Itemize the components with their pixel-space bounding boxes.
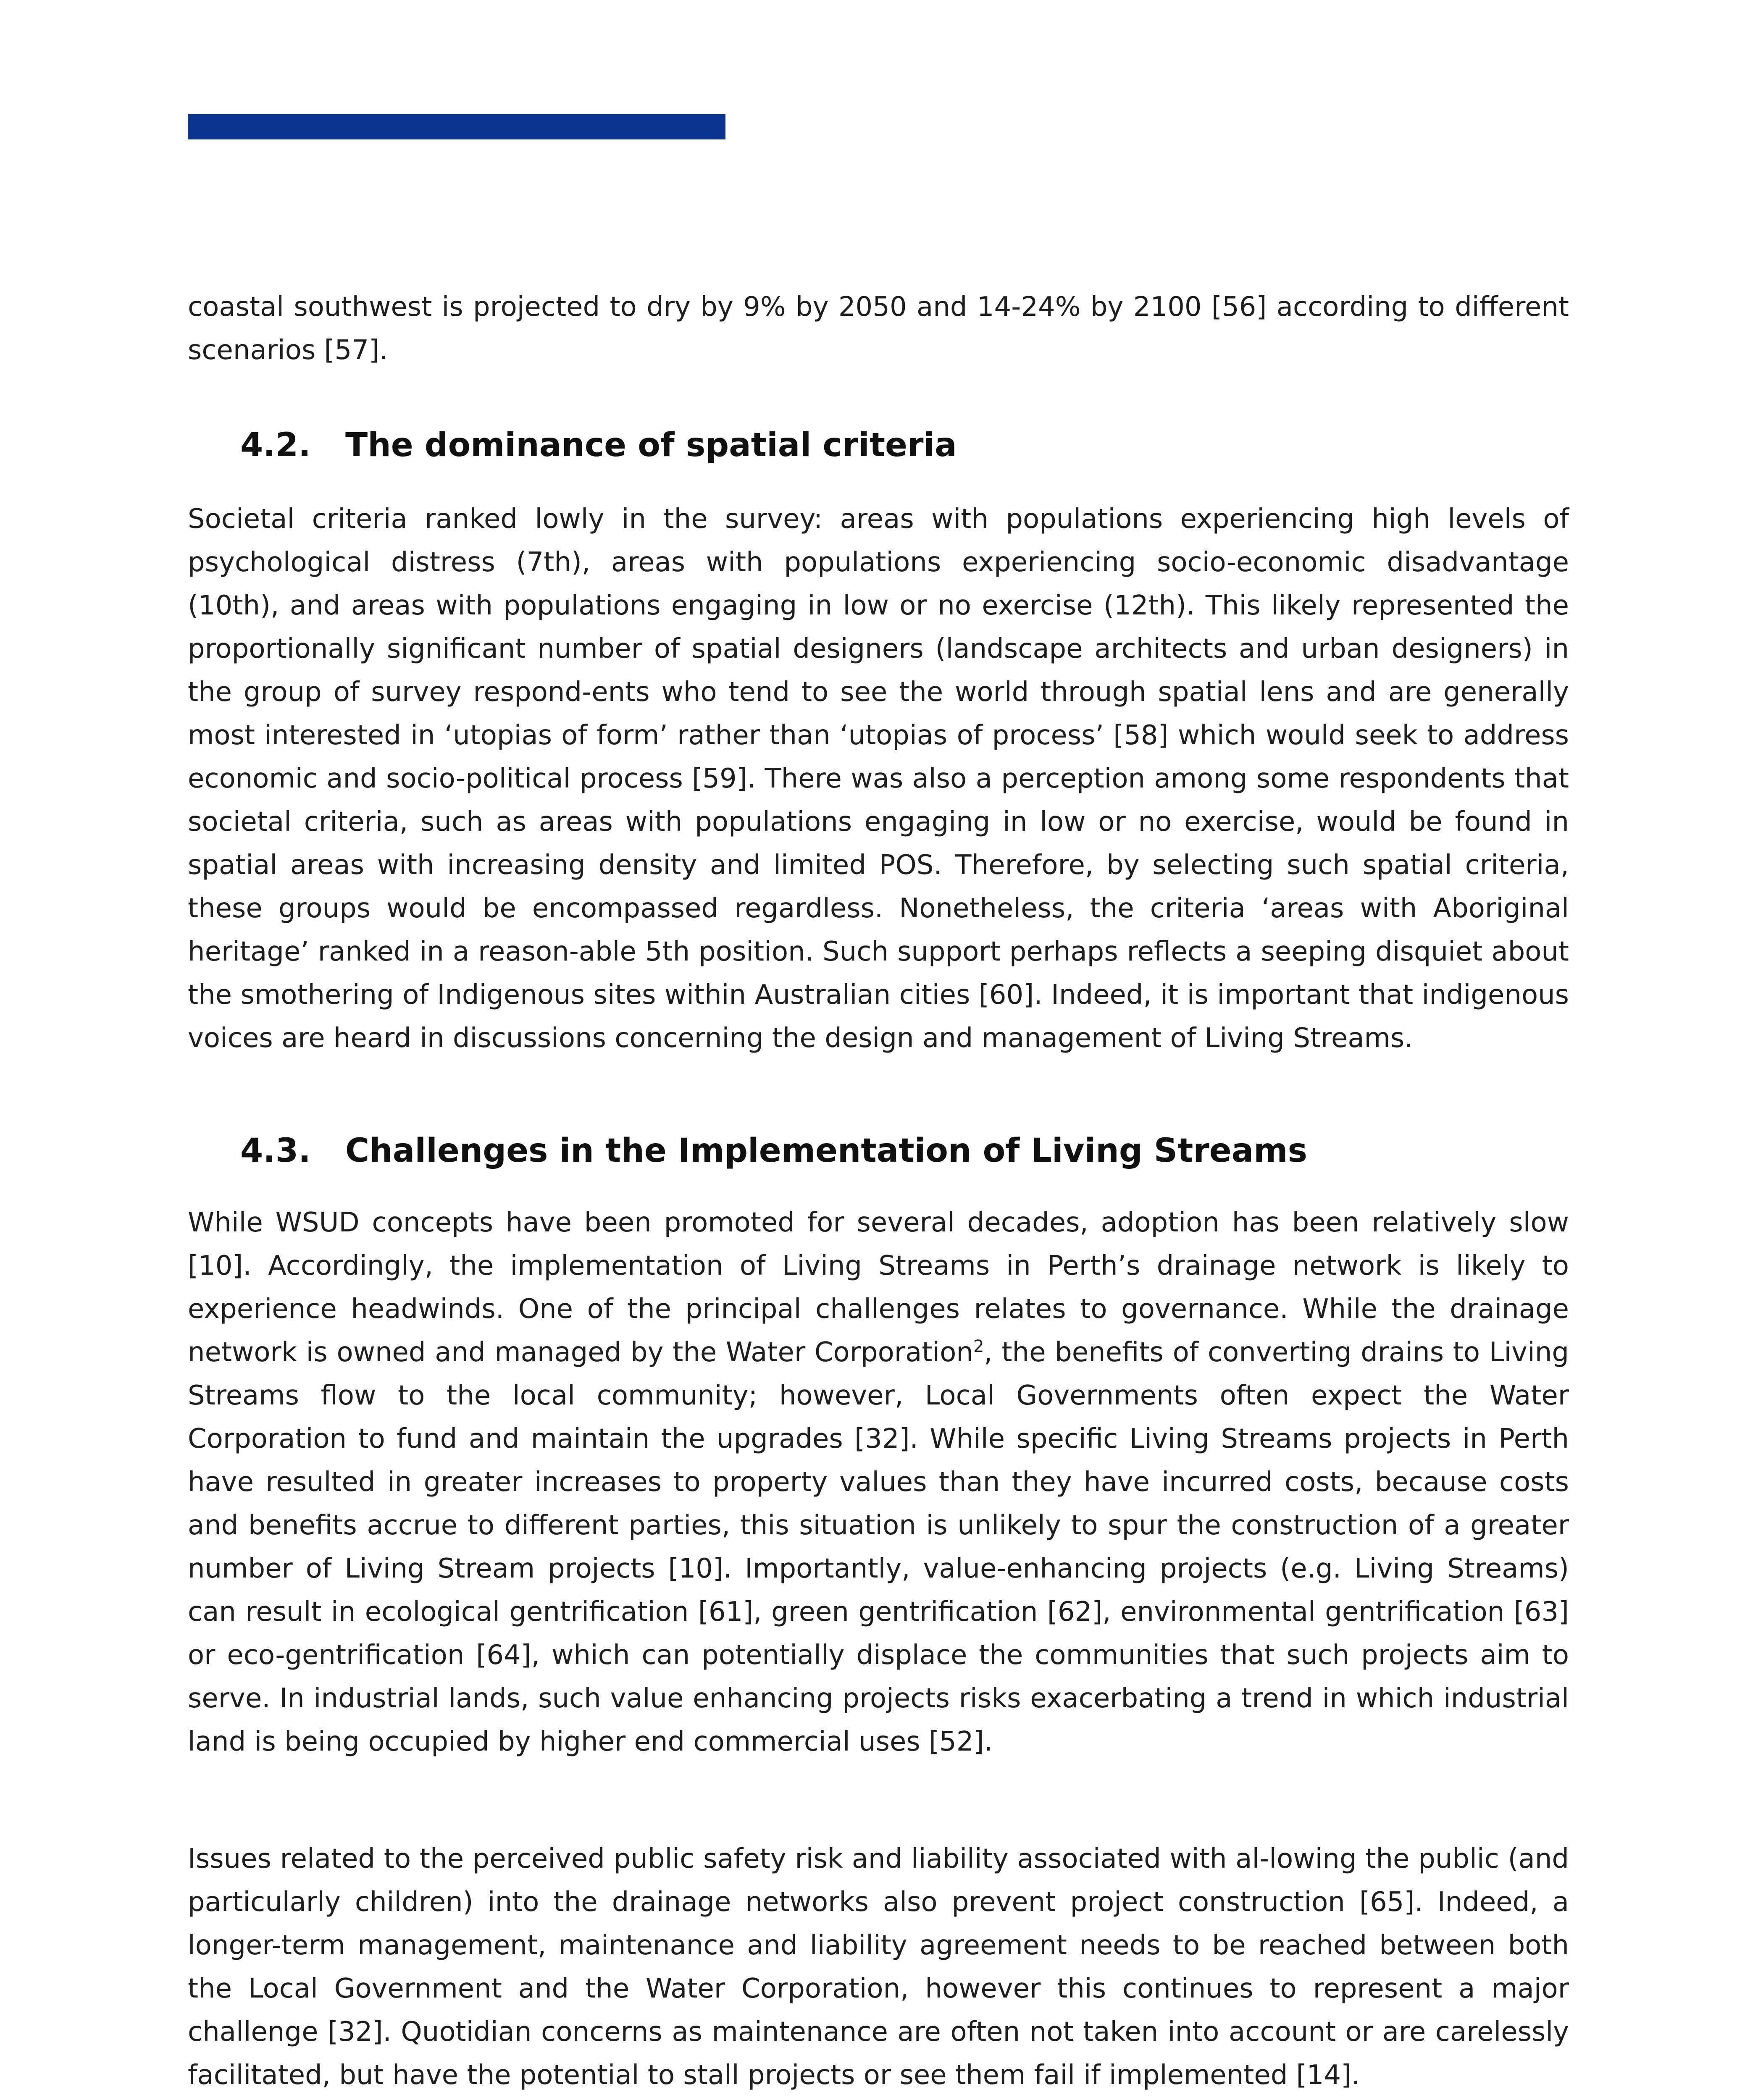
footnote-reference[interactable]: 2 bbox=[973, 1337, 984, 1356]
section-title: The dominance of spatial criteria bbox=[345, 426, 957, 464]
paragraph-societal-criteria: Societal criteria ranked lowly in the survey: areas with populations experiencing high levels of psychological distress (7th), areas with populations experiencing socio-economic disadvantage (10th), and areas with populations engaging in low or no exercise (12th). This likely represented the proportionally significant number of spatial designers (landscape architects and urban designers) in the group of survey respond-ents who tend to see the world through spatial lens and are generally most interested in ‘utopias of form’ rather than ‘utopias of process’ [58] which would seek to address economic and socio-political process [59]. There was also a perception among some respondents that societal criteria, such as areas with populations engaging in low or no exercise, would be found in spatial areas with increasing density and limited POS. Therefore, by selecting such spatial criteria, these groups would be encompassed regardless. Nonetheless, the criteria ‘areas with Aboriginal heritage’ ranked in a reason-able 5th position. Such support perhaps reflects a seeping disquiet about the smothering of Indigenous sites within Australian cities [60]. Indeed, it is important that indigenous voices are heard in discussions concerning the design and management of Living Streams. bbox=[188, 504, 1569, 1054]
paragraph-text: While WSUD concepts have been promoted for several decades, adoption has been relatively slow [10]. Accordingly, the implementation of Living Streams in Perth’s drainage network is likely to experience headwinds. One of the principal challenges relates to governance. While the drainage network is owned and managed by the Water Corporation bbox=[188, 1207, 1569, 1368]
section-number: 4.3. bbox=[240, 1132, 311, 1170]
paragraph-text: , the benefits of converting drains to Living Streams flow to the local community; however, Local Governments often expect the Water Corporation to fund and maintain the upgrades [32]. While specific Living Streams projects in Perth have resulted in greater increases to property values than they have incurred costs, because costs and benefits accrue to different parties, this situation is unlikely to spur the construction of a greater number of Living Stream projects [10]. Importantly, value-enhancing projects (e.g. Living Streams) can result in ecological gentrification [61], green gentrification [62], environmental gentrification [63] or eco-gentrification [64], which can potentially displace the communities that such projects aim to serve. In industrial lands, such value enhancing projects risks exacerbating a trend in which industrial land is being occupied by higher end commercial uses [52]. bbox=[188, 1337, 1569, 1757]
section-number: 4.2. bbox=[240, 426, 311, 464]
section-heading-4-2 bbox=[240, 426, 957, 464]
paragraph-intro: coastal southwest is projected to dry by 9% by 2050 and 14-24% by 2100 [56] according to different scenarios [57]. bbox=[188, 291, 1569, 366]
section-heading-4-3 bbox=[240, 1132, 1307, 1170]
header-accent-bar bbox=[188, 114, 725, 139]
paragraph-public-safety: Issues related to the perceived public safety risk and liability associated with al-lowing the public (and particularly children) into the drainage networks also prevent project construction [65]. Indeed, a longer-term management, maintenance and liability agreement needs to be reached between both the Local Government and the Water Corporation, however this continues to represent a major challenge [32]. Quotidian concerns as maintenance are often not taken into account or are carelessly facilitated, but have the potential to stall projects or see them fail if implemented [14]. bbox=[188, 1843, 1569, 2091]
section-title: Challenges in the Implementation of Living Streams bbox=[345, 1132, 1307, 1170]
paragraph-challenges bbox=[188, 1201, 1569, 1764]
